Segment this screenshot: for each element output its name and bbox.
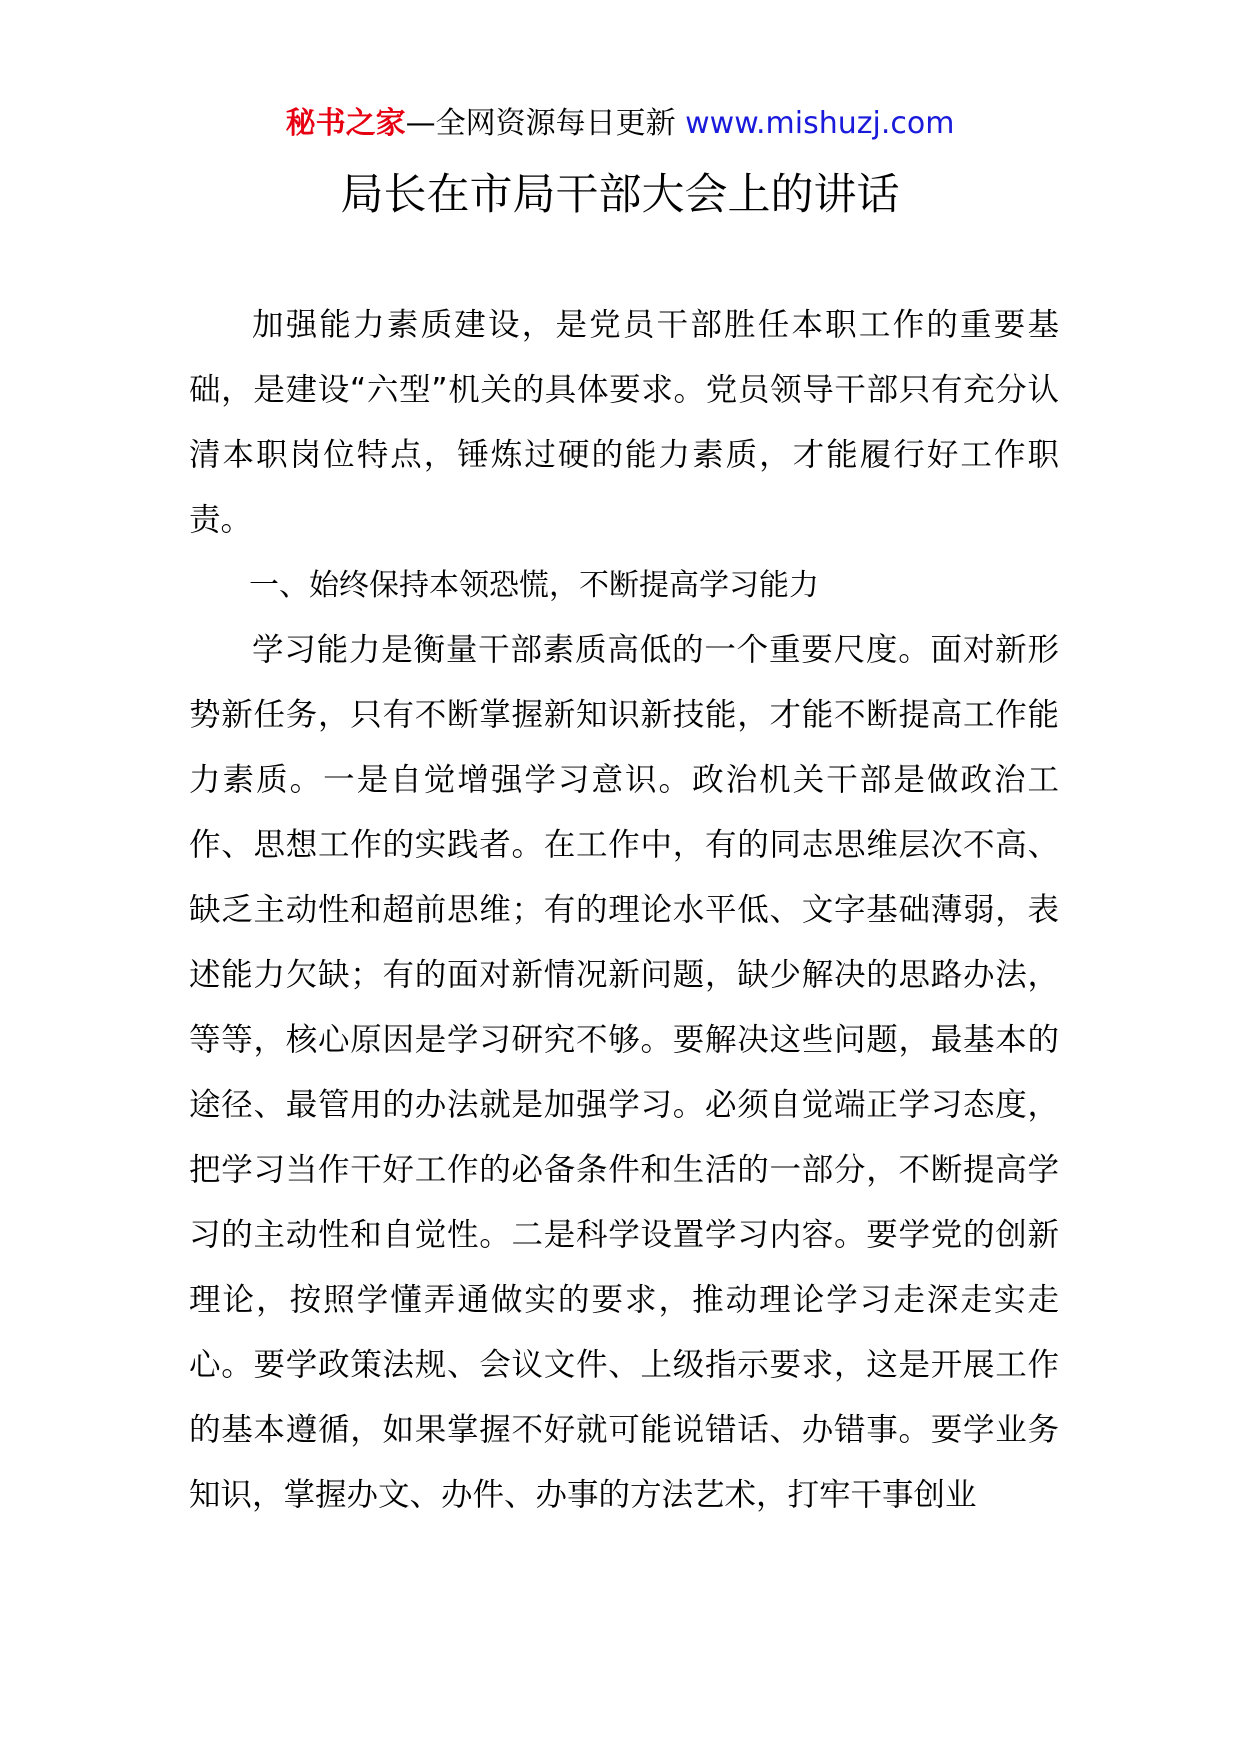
- document-title: 局长在市局干部大会上的讲话: [340, 170, 900, 220]
- section-paragraph: 学习能力是衡量干部素质高低的一个重要尺度。面对新形势新任务，只有不断掌握新知识新技能，才能不断提高工作能力素质。一是自觉增强学习意识。政治机关干部是做政治工作、思想工作的实践者。在工作中，有的同志思维层次不高、缺乏主动性和超前思维；有的理论水平低、文字基础薄弱，表述能力欠缺；有的面对新情况新问题，缺少解决的思路办法，等等，核心原因是学习研究不够。要解决这些问题，最基本的途径、最管用的办法就是加强学习。必须自觉端正学习态度，把学习当作干好工作的必备条件和生活的一部分，不断提高学习的主动性和自觉性。二是科学设置学习内容。要学党的创新理论，按照学懂弄通做实的要求，推动理论学习走深走实走心。要学政策法规、会议文件、上级指示要求，这是开展工作的基本遵循，如果掌握不好就可能说错话、办错事。要学业务知识，掌握办文、办件、办事的方法艺术，打牢干事创业: [189, 632, 1059, 1513]
- header-tagline: —全网资源每日更新: [405, 106, 686, 141]
- section-heading: 一、始终保持本领恐慌，不断提高学习能力: [249, 568, 819, 603]
- document-body: [189, 293, 1059, 1528]
- site-url-link[interactable]: www.mishuzj.com: [685, 106, 955, 141]
- intro-paragraph: 加强能力素质建设，是党员干部胜任本职工作的重要基础，是建设“六型”机关的具体要求。党员领导干部只有充分认清本职岗位特点，锤炼过硬的能力素质，才能履行好工作职责。: [189, 307, 1059, 538]
- brand-name: 秘书之家: [285, 106, 406, 141]
- site-header: [0, 104, 1240, 144]
